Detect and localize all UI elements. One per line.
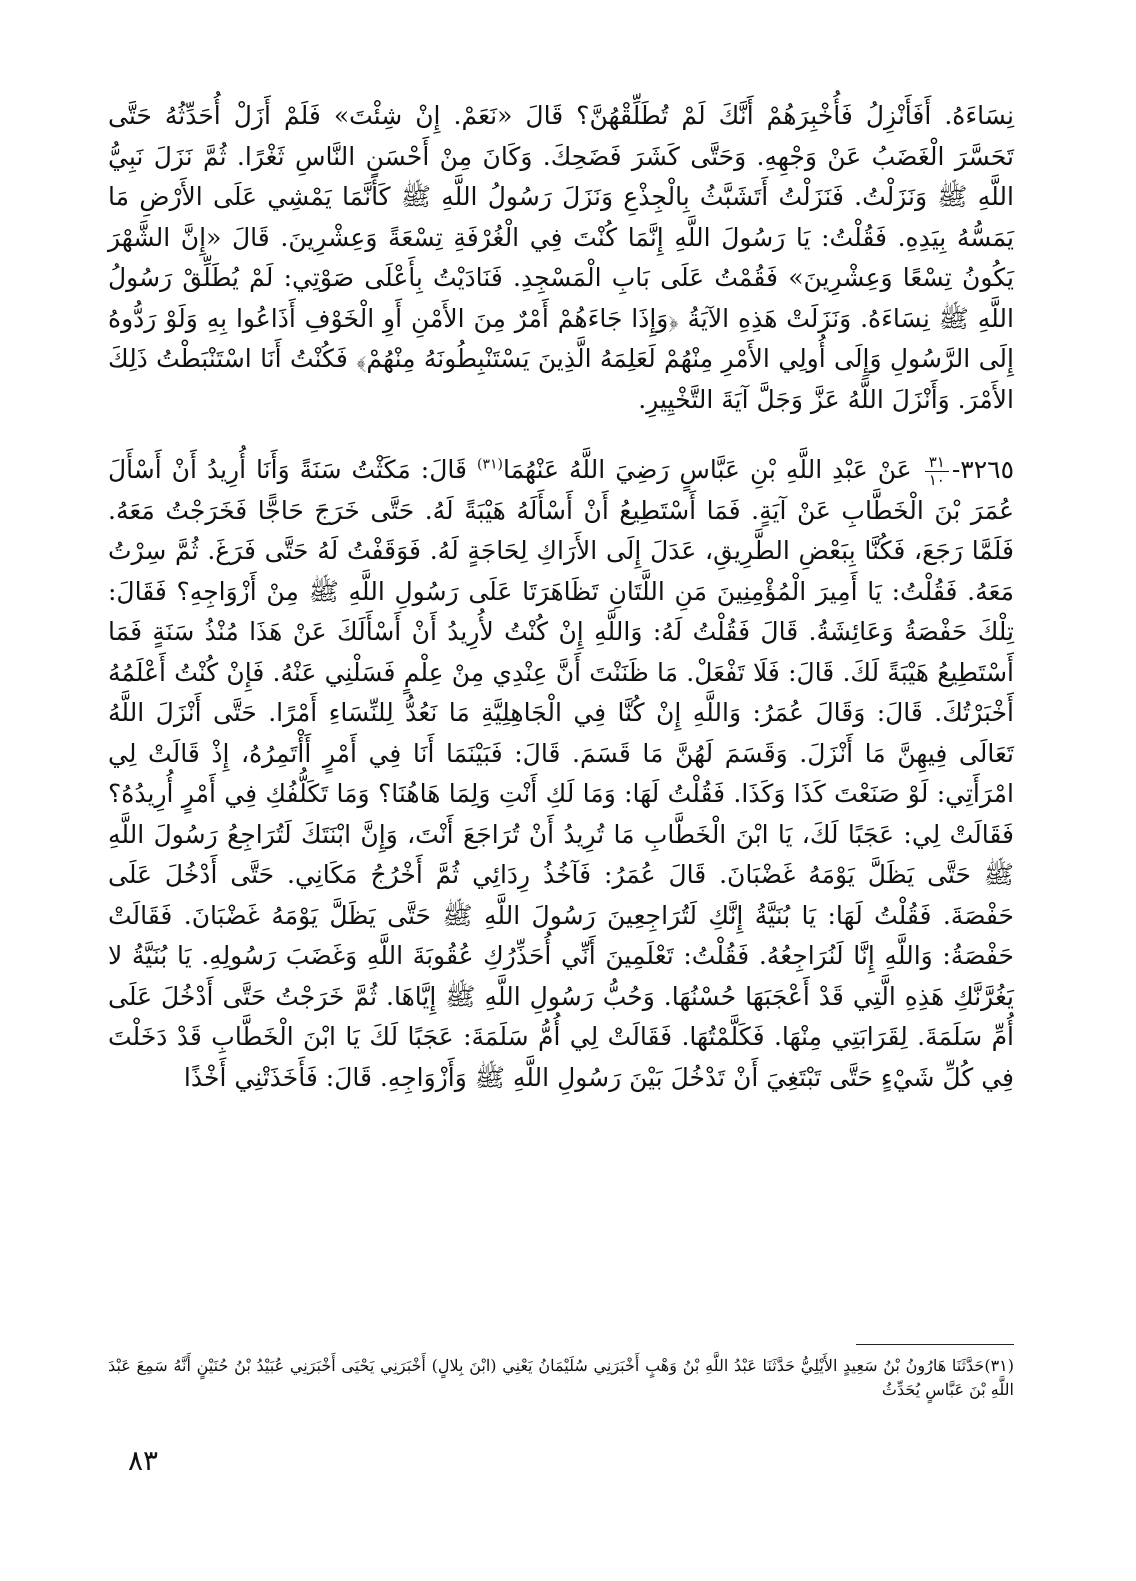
footnote-reference: (٣١) [476,456,503,473]
fraction-denominator: ١٠ [928,471,945,489]
hadith-paragraph [108,450,1014,1098]
paragraph-continuation: نِسَاءَهُ. أَفَأَنْزِلُ فَأُخْبِرَهُمْ أَنَّكَ لَمْ تُطَلِّقْهُنَّ؟ قَالَ «نَعَمْ. إِنْ شِئْتَ» فَلَمْ أَزَلْ أُحَدِّثُهُ حَتَّى تَحَسَّرَ الْغَضَبُ عَنْ وَجْهِهِ. وَحَتَّى كَشَرَ فَضَحِكَ. وَكَانَ مِنْ أَحْسَنِ النَّاسِ ثَغْرًا. ثُمَّ نَزَلَ نَبِيُّ اللَّهِ ﷺ وَنَزَلْتُ. فَنَزَلْتُ أَتَشَبَّثُ بِالْجِذْعِ وَنَزَلَ رَسُولُ اللَّهِ ﷺ كَأَنَّمَا يَمْشِي عَلَى الأَرْضِ مَا يَمَسُّهُ بِيَدِهِ. فَقُلْتُ: يَا رَسُولَ اللَّهِ إِنَّمَا كُنْتَ فِي الْغُرْفَةِ تِسْعَةً وَعِشْرِينَ. قَالَ «إِنَّ الشَّهْرَ يَكُونُ تِسْعًا وَعِشْرِينَ» فَقُمْتُ عَلَى بَابِ الْمَسْجِدِ. فَنَادَيْتُ بِأَعْلَى صَوْتِي: لَمْ يُطَلِّقْ رَسُولُ اللَّهِ ﷺ نِسَاءَهُ. وَنَزَلَتْ هَذِهِ الآيَةُ ﴿وَإِذَا جَاءَهُمْ أَمْرٌ مِنَ الأَمْنِ أَوِ الْخَوْفِ أَذَاعُوا بِهِ وَلَوْ رَدُّوهُ إِلَى الرَّسُولِ وَإِلَى أُولِي الأَمْرِ مِنْهُمْ لَعَلِمَهُ الَّذِينَ يَسْتَنْبِطُونَهُ مِنْهُمْ﴾ فَكُنْتُ أَنَا اسْتَنْبَطْتُ ذَلِكَ الأَمْرَ. وَأَنْزَلَ اللَّهُ عَزَّ وَجَلَّ آيَةَ التَّخْيِيرِ. [108,101,1014,414]
page-body [108,96,1014,1098]
fraction-numerator: ٣١ [925,455,949,472]
page-number: ٨٣ [128,1444,159,1477]
hadith-number: ٣٢٦٥- [951,455,1014,484]
hadith-opening: عَنْ عَبْدِ اللَّهِ بْنِ عَبَّاسٍ رَضِيَ اللَّهُ عَنْهُمَا [502,455,912,484]
hadith-text: قَالَ: مَكَثْتُ سَنَةً وَأَنَا أُرِيدُ أَنْ أَسْأَلَ عُمَرَ بْنَ الْخَطَّابِ عَنْ آيَةٍ. فَمَا أَسْتَطِيعُ أَنْ أَسْأَلَهُ هَيْبَةً لَهُ. حَتَّى خَرَجَ حَاجًّا فَخَرَجْتُ مَعَهُ. فَلَمَّا رَجَعَ، فَكُنَّا بِبَعْضِ الطَّرِيقِ، عَدَلَ إِلَى الأَرَاكِ لِحَاجَةٍ لَهُ. فَوَقَفْتُ لَهُ حَتَّى فَرَغَ. ثُمَّ سِرْتُ مَعَهُ. فَقُلْتُ: يَا أَمِيرَ الْمُؤْمِنِينَ مَنِ اللَّتَانِ تَظَاهَرَتَا عَلَى رَسُولِ اللَّهِ ﷺ مِنْ أَزْوَاجِهِ؟ فَقَالَ: تِلْكَ حَفْصَةُ وَعَائِشَةُ. قَالَ فَقُلْتُ لَهُ: وَاللَّهِ إِنْ كُنْتُ لأُرِيدُ أَنْ أَسْأَلَكَ عَنْ هَذَا مُنْذُ سَنَةٍ فَمَا أَسْتَطِيعُ هَيْبَةً لَكَ. قَالَ: فَلَا تَفْعَلْ. مَا ظَنَنْتَ أَنَّ عِنْدِي مِنْ عِلْمٍ فَسَلْنِي عَنْهُ. فَإِنْ كُنْتُ أَعْلَمُهُ أَخْبَرْتُكَ. قَالَ: وَقَالَ عُمَرُ: وَاللَّهِ إِنْ كُنَّا فِي الْجَاهِلِيَّةِ مَا نَعُدُّ لِلنِّسَاءِ أَمْرًا. حَتَّى أَنْزَلَ اللَّهُ تَعَالَى فِيهِنَّ مَا أَنْزَلَ. وَقَسَمَ لَهُنَّ مَا قَسَمَ. قَالَ: فَبَيْنَمَا أَنَا فِي أَمْرٍ أَأْتَمِرُهُ، إِذْ قَالَتْ لِي امْرَأَتِي: لَوْ صَنَعْتَ كَذَا وَكَذَا. فَقُلْتُ لَهَا: وَمَا لَكِ أَنْتِ وَلِمَا هَاهُنَا؟ وَمَا تَكَلُّفُكِ فِي أَمْرٍ أُرِيدُهُ؟ فَقَالَتْ لِي: عَجَبًا لَكَ، يَا ابْنَ الْخَطَّابِ مَا تُرِيدُ أَنْ تُرَاجَعَ أَنْتَ، وَإِنَّ ابْنَتَكَ لَتُرَاجِعُ رَسُولَ اللَّهِ ﷺ حَتَّى يَظَلَّ يَوْمَهُ غَضْبَانَ. قَالَ عُمَرُ: فَآخُذُ رِدَائِي ثُمَّ أَخْرُجُ مَكَانِي. حَتَّى أَدْخُلَ عَلَى حَفْصَةَ. فَقُلْتُ لَهَا: يَا بُنَيَّةُ إِنَّكِ لَتُرَاجِعِينَ رَسُولَ اللَّهِ ﷺ حَتَّى يَظَلَّ يَوْمَهُ غَضْبَانَ. فَقَالَتْ حَفْصَةُ: وَاللَّهِ إِنَّا لَنُرَاجِعُهُ. فَقُلْتُ: تَعْلَمِينَ أَنِّي أُحَذِّرُكِ عُقُوبَةَ اللَّهِ وَغَضَبَ رَسُولِهِ. يَا بُنَيَّةُ لا يَغُرَّنَّكِ هَذِهِ الَّتِي قَدْ أَعْجَبَهَا حُسْنُهَا. وَحُبُّ رَسُولِ اللَّهِ ﷺ إِيَّاهَا. ثُمَّ خَرَجْتُ حَتَّى أَدْخُلَ عَلَى أُمِّ سَلَمَةَ. لِقَرَابَتِي مِنْهَا. فَكَلَّمْتُهَا. فَقَالَتْ لِي أُمُّ سَلَمَةَ: عَجَبًا لَكَ يَا ابْنَ الْخَطَّابِ قَدْ دَخَلْتَ فِي كُلِّ شَيْءٍ حَتَّى تَبْتَغِيَ أَنْ تَدْخُلَ بَيْنَ رَسُولِ اللَّهِ ﷺ وَأَزْوَاجِهِ. قَالَ: فَأَخَذَتْنِي أَخْذًا [108,455,1014,1092]
footnote-separator [856,1344,1014,1345]
hadith-fraction [925,455,949,488]
footnote: (٣١)حَدَّثَنَا هَارُونُ بْنُ سَعِيدٍ الأَيْلِيُّ حَدَّثَنَا عَبْدُ اللَّهِ بْنُ وَهْبٍ أَخْبَرَنِي سُلَيْمَانُ يَعْنِي (ابْنَ بِلالٍ) أَخْبَرَنِي يَحْيَى أَخْبَرَنِي عُبَيْدُ بْنُ حُنَيْنٍ أَنَّهُ سَمِعَ عَبْدَ اللَّهِ بْنَ عَبَّاسٍ يُحَدِّثُ [108,1356,1014,1399]
